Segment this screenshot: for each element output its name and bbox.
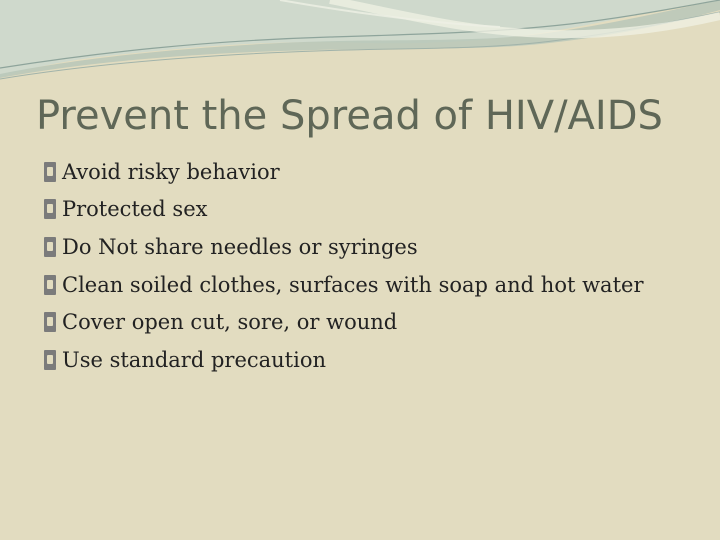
bullet-item [44,228,714,266]
bullet-text: Clean soiled clothes, surfaces with soap and hot water [62,272,644,297]
header-wave-decoration [0,0,720,90]
missing-glyph-icon [44,162,56,182]
bullet-text: Avoid risky behavior [62,159,280,184]
bullet-item [44,303,714,341]
bullet-text: Protected sex [62,197,208,222]
bullet-item [44,341,714,379]
bullet-item [44,153,714,191]
bullet-text: Cover open cut, sore, or wound [62,310,398,335]
missing-glyph-icon [44,350,56,370]
bullet-text: Use standard precaution [62,347,326,372]
missing-glyph-icon [44,237,56,257]
bullet-text: Do Not share needles or syringes [62,234,418,259]
bullet-item [44,266,714,304]
missing-glyph-icon [44,312,56,332]
header-wave-fill [0,0,720,77]
bullet-item [44,191,714,229]
bullet-list [44,153,714,379]
missing-glyph-icon [44,275,56,295]
slide-title: Prevent the Spread of HIV/AIDS [36,93,663,139]
missing-glyph-icon [44,199,56,219]
